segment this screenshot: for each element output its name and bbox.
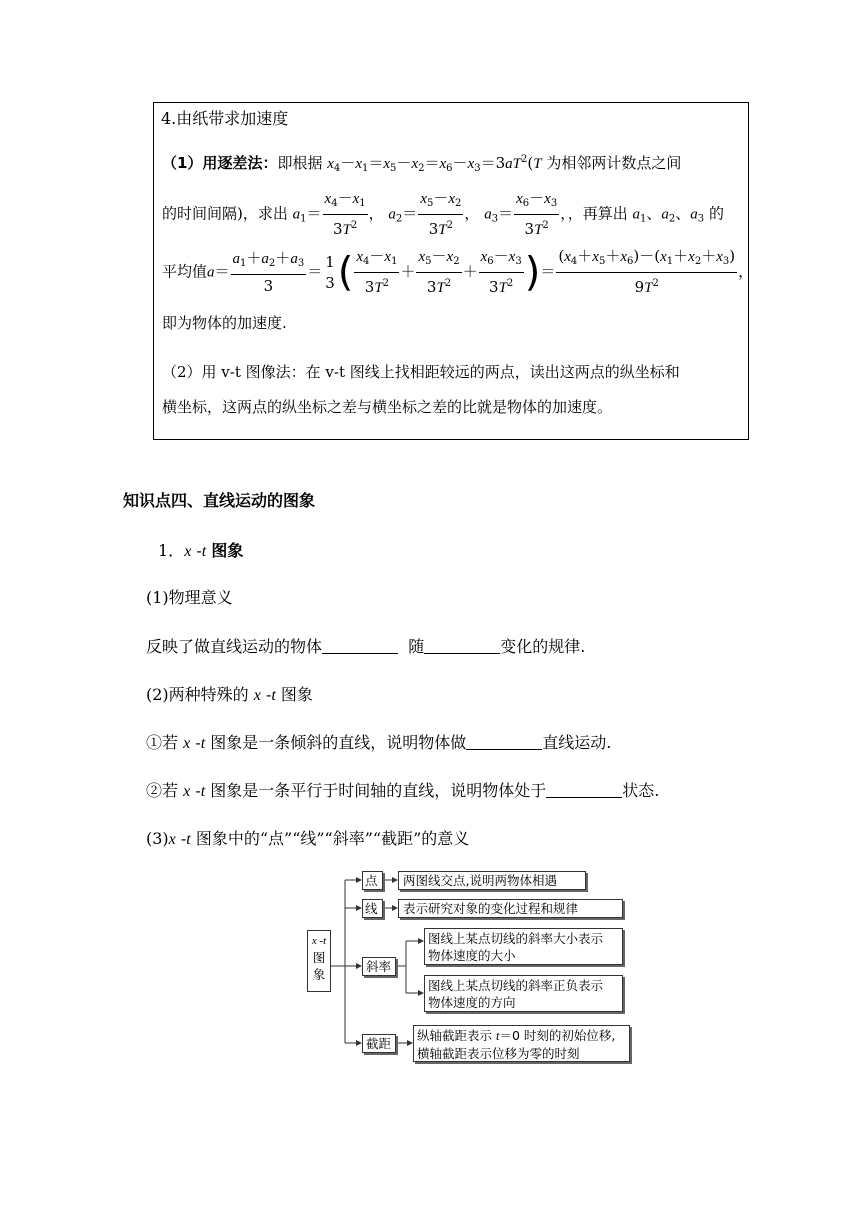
node-line: 线 [362,899,383,918]
method2-line2: 横坐标，这两点的纵坐标之差与横坐标之差的比就是物体的加速度。 [162,398,613,416]
item1-heading: 1．x -t 图象 [158,541,244,560]
subheading-meanings: (3)x -t 图象中的“点”“线”“斜率”“截距”的意义 [146,829,470,848]
node-intercept-desc: 纵轴截距表示 t＝0 时刻的初始位移, 横轴截距表示位移为零的时刻 [413,1025,630,1062]
node-point-desc: 两图线交点,说明两物体相遇 [398,871,586,890]
method1-line1: （1）用逐差法：即根据 $x_4-x_1=x_5-x_2=x_6-x_3=3aT^2(T$ 为相邻两计数点之间 [162,154,682,174]
box-heading: 4.由纸带求加速度 [161,109,289,128]
subheading-special: (2)两种特殊的 x -t 图象 [146,685,313,704]
node-point: 点 [362,871,383,890]
method1-line2: 的时间间隔)，求出 $a_1=$ $\frac{x_4-x_1}{3T^2}$ ， $a_2=$ $\frac{x_5-x_2}{3T^2}$ ， $a_3=$ $\frac{x_6-x_3}{3T^2}$ ，，再算出 $a_1$、$a_2$、$a_3$ 的 [162,189,724,238]
method2-line1: （2）用 v-t 图像法：在 v-t 图线上找相距较远的两点，读出这两点的纵坐标和 [162,363,680,381]
method1-conclusion: 即为物体的加速度. [162,314,287,332]
node-slope-desc-magnitude: 图线上某点切线的斜率大小表示 物体速度的大小 [424,928,623,965]
section-title: 知识点四、直线运动的图象 [123,491,316,510]
diagram-root: x -t 图 象 [307,930,331,992]
meaning-text: 反映了做直线运动的物体 随 变化的规律. [146,637,586,656]
node-slope-desc-direction: 图线上某点切线的斜率正负表示 物体速度的方向 [424,975,623,1012]
case-2: ②若 x -t 图象是一条平行于时间轴的直线，说明物体处于 状态. [146,781,660,800]
node-line-desc: 表示研究对象的变化过程和规律 [398,899,623,918]
subheading-meaning: (1)物理意义 [146,588,233,607]
node-slope: 斜率 [362,957,396,976]
method1-line3: 平均值a＝ $\frac{a_1+a_2+a_3}{3}$ ＝ 1 3 ( $\frac{x_4-x_1}{3T^2}$ ＋ $\frac{x_5-x_2}{3T^2}$ ＋ $\frac{x_6-x_3}{3T^2}$ )＝ $\frac{(x_4+x_5+x_6)-(x_1+x_2+x_3)}{9T^2}$ ， [162,247,754,296]
node-intercept: 截距 [362,1034,396,1053]
case-1: ①若 x -t 图象是一条倾斜的直线，说明物体做 直线运动. [146,733,612,752]
